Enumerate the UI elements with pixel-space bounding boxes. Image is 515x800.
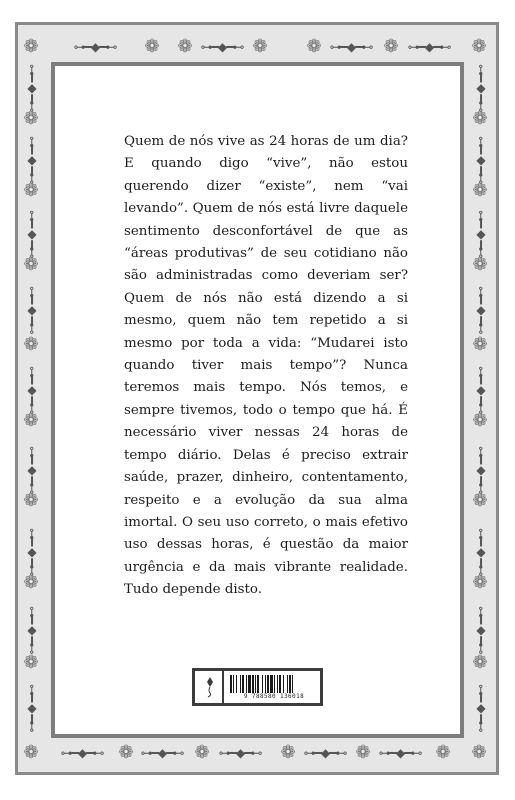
- rosette-ornament: ❁: [23, 334, 39, 355]
- scroll-ornament: ⊶━◆━⊷: [25, 286, 39, 334]
- scroll-ornament: ⊶━◆━⊷: [73, 40, 117, 54]
- rosette-ornament: ❁: [306, 36, 322, 57]
- kite-logo-icon: [201, 676, 215, 698]
- scroll-ornament: ⊶━◆━⊷: [200, 40, 244, 54]
- rosette-ornament: ❁: [177, 36, 193, 57]
- rosette-ornament: ❁: [23, 572, 39, 593]
- scroll-ornament: ⊶━◆━⊷: [25, 210, 39, 258]
- barcode-bars: [230, 675, 316, 693]
- scroll-ornament: ⊶━◆━⊷: [474, 606, 488, 654]
- rosette-ornament: ❁: [23, 410, 39, 431]
- scroll-ornament: ⊶━◆━⊷: [25, 64, 39, 112]
- rosette-ornament: ❁: [23, 36, 39, 57]
- rosette-ornament: ❁: [23, 652, 39, 673]
- scroll-ornament: ⊶━◆━⊷: [474, 64, 488, 112]
- scroll-ornament: ⊶━◆━⊷: [140, 746, 184, 760]
- rosette-ornament: ❁: [435, 742, 451, 763]
- scroll-ornament: ⊶━◆━⊷: [474, 446, 488, 494]
- scroll-ornament: ⊶━◆━⊷: [25, 366, 39, 414]
- rosette-ornament: ❁: [472, 490, 488, 511]
- rosette-ornament: ❁: [194, 742, 210, 763]
- scroll-ornament: ⊶━◆━⊷: [60, 746, 104, 760]
- rosette-ornament: ❁: [252, 36, 268, 57]
- scroll-ornament: ⊶━◆━⊷: [474, 136, 488, 184]
- rosette-ornament: ❁: [472, 410, 488, 431]
- scroll-ornament: ⊶━◆━⊷: [407, 40, 451, 54]
- scroll-ornament: ⊶━◆━⊷: [474, 210, 488, 258]
- scroll-ornament: ⊶━◆━⊷: [25, 136, 39, 184]
- rosette-ornament: ❁: [471, 742, 487, 763]
- rosette-ornament: ❁: [355, 742, 371, 763]
- scroll-ornament: ⊶━◆━⊷: [25, 528, 39, 576]
- scroll-ornament: ⊶━◆━⊷: [329, 40, 373, 54]
- scroll-ornament: ⊶━◆━⊷: [25, 606, 39, 654]
- scroll-ornament: ⊶━◆━⊷: [25, 446, 39, 494]
- rosette-ornament: ❁: [472, 334, 488, 355]
- rosette-ornament: ❁: [23, 254, 39, 275]
- scroll-ornament: ⊶━◆━⊷: [474, 528, 488, 576]
- back-cover-text: Quem de nós vive as 24 horas de um dia? E quando digo “vive”, não estou querendo dizer “existe”, nem “vai levando”. Quem de nós está livre daquele sentimento desconfortável de que as “áreas produtivas” de seu cotidiano não são administradas como deveriam ser? Quem de nós não está dizendo a si mesmo, quem não tem repetido a si mesmo por toda a vida: “Mudarei isto quando tiver mais tempo”? Nunca teremos mais tempo. Nós temos, e sempre tivemos, todo o tempo que há. É necessário viver nessas 24 horas de tempo diário. Delas é preciso extrair saúde, prazer, dinheiro, contentamento, respeito e a evolução da sua alma imortal. O seu uso correto, o mais efetivo uso dessas horas, é questão da maior urgência e da mais vibrante realidade. Tudo depende disto.: [124, 134, 408, 598]
- isbn-digits: 9 788580 136018: [243, 693, 305, 700]
- scroll-ornament: ⊶━◆━⊷: [218, 746, 262, 760]
- rosette-ornament: ❁: [23, 742, 39, 763]
- rosette-ornament: ❁: [280, 742, 296, 763]
- rosette-ornament: ❁: [383, 36, 399, 57]
- rosette-ornament: ❁: [118, 742, 134, 763]
- rosette-ornament: ❁: [471, 36, 487, 57]
- rosette-ornament: ❁: [144, 36, 160, 57]
- rosette-ornament: ❁: [23, 108, 39, 129]
- scroll-ornament: ⊶━◆━⊷: [474, 286, 488, 334]
- rosette-ornament: ❁: [472, 652, 488, 673]
- rosette-ornament: ❁: [472, 180, 488, 201]
- scroll-ornament: ⊶━◆━⊷: [378, 746, 422, 760]
- scroll-ornament: ⊶━◆━⊷: [303, 746, 347, 760]
- rosette-ornament: ❁: [472, 108, 488, 129]
- rosette-ornament: ❁: [23, 490, 39, 511]
- scroll-ornament: ⊶━◆━⊷: [474, 366, 488, 414]
- isbn-barcode: [192, 668, 323, 706]
- rosette-ornament: ❁: [472, 572, 488, 593]
- rosette-ornament: ❁: [23, 180, 39, 201]
- publisher-logo: [195, 671, 224, 703]
- rosette-ornament: ❁: [472, 254, 488, 275]
- scroll-ornament: ⊶━◆━⊷: [474, 684, 488, 732]
- scroll-ornament: ⊶━◆━⊷: [25, 684, 39, 732]
